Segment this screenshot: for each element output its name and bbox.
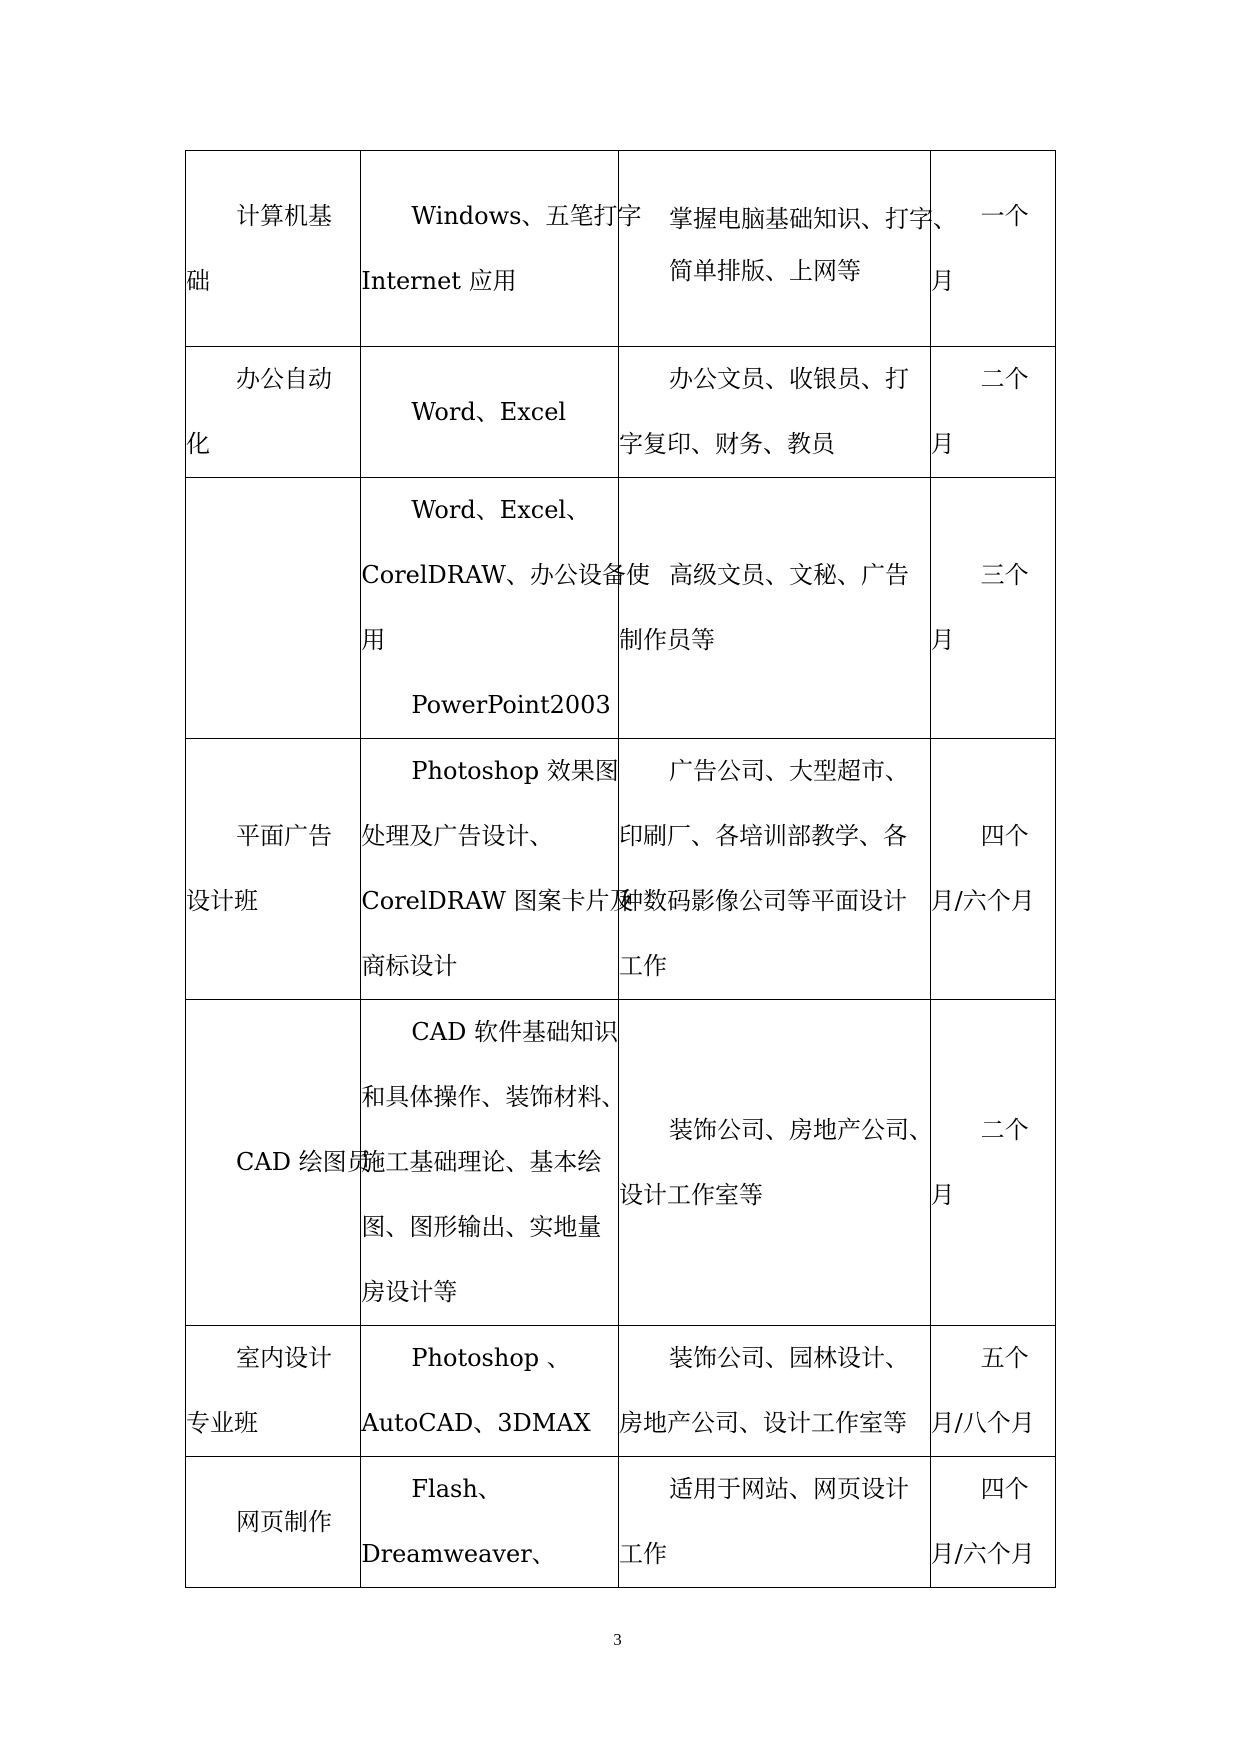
course-name-cell <box>186 739 361 1000</box>
course-content-line: 用 <box>361 626 386 654</box>
job-line: 适用于网站、网页设计 <box>668 1475 909 1503</box>
job-line: 高级文员、文秘、广告 <box>668 561 909 589</box>
course-name-line: 办公自动 <box>236 365 332 393</box>
duration-line: 三个 <box>980 561 1029 589</box>
course-name-cell <box>186 347 361 478</box>
job-cell <box>618 1000 933 1326</box>
job-line: 设计工作室等 <box>618 1180 763 1209</box>
job-line: 简单排版、上网等 <box>668 256 861 285</box>
course-name-cell <box>186 1457 361 1588</box>
job-cell <box>618 1326 930 1457</box>
course-content-line: 图、图形输出、实地量 <box>361 1213 602 1241</box>
course-name-cell <box>186 1326 361 1457</box>
job-line: 种数码影像公司等平面设计 <box>618 887 907 915</box>
course-content-line: Photoshop 效果图 <box>411 757 619 785</box>
table-row <box>186 1000 1056 1326</box>
job-line: 广告公司、大型超市、 <box>668 757 909 785</box>
course-name-line: 专业班 <box>186 1409 258 1437</box>
job-line: 装饰公司、房地产公司、 <box>668 1115 933 1144</box>
course-content-cell <box>361 1000 626 1326</box>
duration-cell <box>930 739 1055 1000</box>
course-content-cell <box>361 1457 619 1588</box>
duration-cell <box>930 151 1055 347</box>
table-row <box>186 739 1056 1000</box>
course-name-line: 平面广告 <box>236 822 332 850</box>
duration-line: 五个 <box>980 1344 1029 1372</box>
duration-cell <box>930 1000 1055 1326</box>
job-cell <box>618 1457 930 1588</box>
duration-line: 月/八个月 <box>930 1409 1035 1437</box>
table-row <box>186 347 1056 478</box>
course-content-line: 施工基础理论、基本绘 <box>361 1148 602 1176</box>
course-content-line: PowerPoint2003 <box>411 691 611 719</box>
course-name-line: 础 <box>186 266 210 295</box>
job-cell <box>618 478 930 739</box>
job-cell <box>618 151 957 347</box>
course-content-line: Windows、五笔打字 <box>411 201 642 230</box>
table-row <box>186 478 1056 739</box>
table-row <box>186 1457 1056 1588</box>
job-line: 办公文员、收银员、打 <box>668 365 909 393</box>
duration-cell <box>930 478 1055 739</box>
course-content-line: 商标设计 <box>361 952 458 980</box>
duration-line: 二个 <box>980 365 1029 393</box>
course-content-line: CorelDRAW 图案卡片及 <box>361 887 634 915</box>
duration-cell <box>930 347 1055 478</box>
duration-line: 二个 <box>980 1115 1029 1144</box>
course-content-cell <box>361 151 642 347</box>
course-name-cell <box>186 151 361 347</box>
course-content-line: CorelDRAW、办公设备使 <box>361 561 650 589</box>
duration-line: 四个 <box>980 1475 1029 1503</box>
course-name-line: 设计班 <box>186 887 258 915</box>
duration-line: 月 <box>930 430 955 458</box>
course-content-line: Flash、 <box>411 1475 502 1503</box>
job-line: 房地产公司、设计工作室等 <box>618 1409 907 1437</box>
course-name-line: 计算机基 <box>236 201 332 230</box>
course-name-cell <box>186 1000 371 1326</box>
duration-line: 月 <box>930 266 955 295</box>
job-line: 装饰公司、园林设计、 <box>668 1344 909 1372</box>
course-content-line: CAD 软件基础知识 <box>411 1018 618 1046</box>
course-content-line: 和具体操作、装饰材料、 <box>361 1083 626 1111</box>
course-content-line: 处理及广告设计、 <box>361 822 554 850</box>
page-number: 3 <box>613 1630 622 1649</box>
course-content-line: Dreamweaver、 <box>361 1540 556 1568</box>
job-line: 工作 <box>618 1540 667 1568</box>
duration-line: 月 <box>930 626 955 654</box>
course-table <box>185 150 1056 1588</box>
duration-cell <box>930 1457 1055 1588</box>
course-content-line: Photoshop 、 <box>411 1344 571 1372</box>
course-name-line: 化 <box>186 430 210 458</box>
course-content-cell <box>361 1326 619 1457</box>
course-content-line: Internet 应用 <box>361 266 517 295</box>
job-line: 字复印、财务、教员 <box>618 430 835 458</box>
course-content-line: AutoCAD、3DMAX <box>361 1409 591 1437</box>
job-cell <box>618 739 930 1000</box>
course-content-cell <box>361 478 650 739</box>
table-row <box>186 1326 1056 1457</box>
course-name-line: 室内设计 <box>236 1344 332 1372</box>
duration-cell <box>930 1326 1055 1457</box>
course-name-line: CAD 绘图员 <box>236 1148 371 1176</box>
course-content-cell <box>361 347 619 478</box>
job-line: 掌握电脑基础知识、打字、 <box>668 204 957 233</box>
duration-line: 一个 <box>980 201 1029 230</box>
course-name-line: 网页制作 <box>236 1507 332 1536</box>
duration-line: 月/六个月 <box>930 1540 1035 1568</box>
course-content-line: Word、Excel <box>411 397 567 426</box>
table-row <box>186 151 1056 347</box>
course-name-cell <box>186 478 361 739</box>
job-cell <box>618 347 930 478</box>
job-line: 工作 <box>618 952 667 980</box>
job-line: 印刷厂、各培训部教学、各 <box>618 822 907 850</box>
course-content-line: Word、Excel、 <box>411 496 591 524</box>
course-content-cell <box>361 739 634 1000</box>
duration-line: 四个 <box>980 822 1029 850</box>
duration-line: 月/六个月 <box>930 887 1035 915</box>
course-content-line: 房设计等 <box>361 1278 458 1306</box>
job-line: 制作员等 <box>618 626 715 654</box>
duration-line: 月 <box>930 1180 955 1209</box>
